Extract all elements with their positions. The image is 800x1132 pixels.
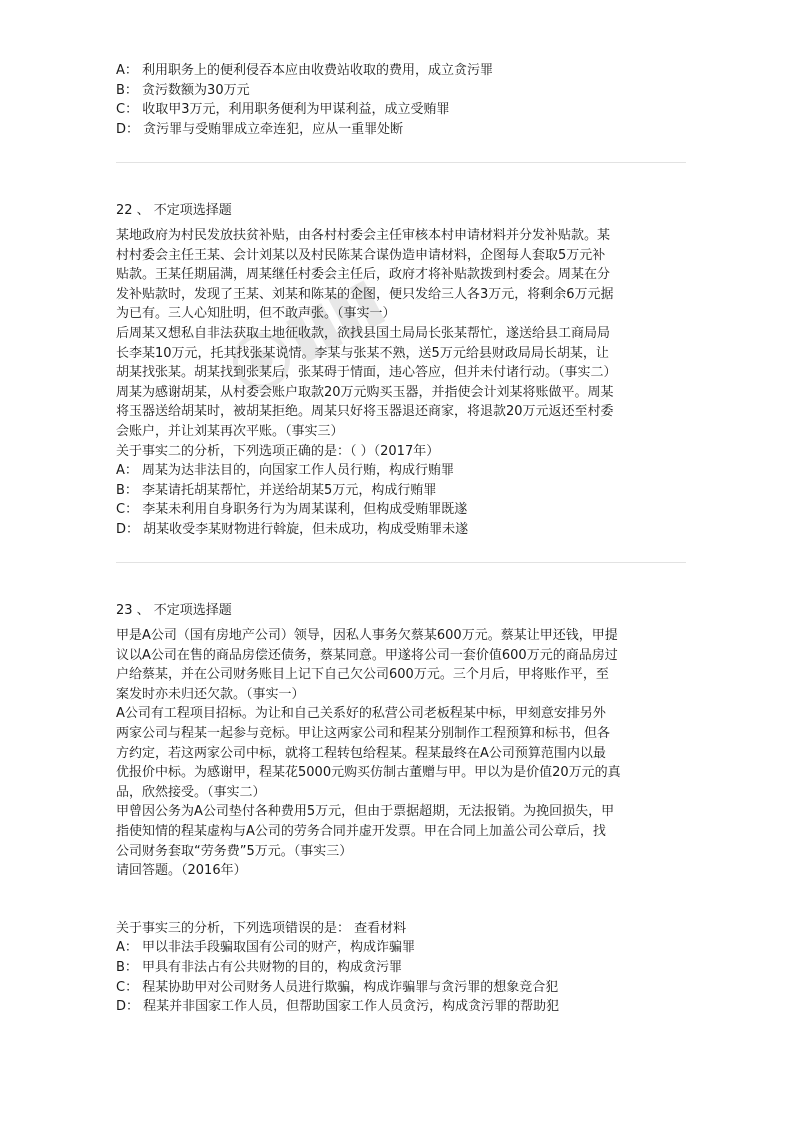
document-page <box>116 61 686 1017</box>
question-text-line: 为已有。三人心知肚明，但不敢声张。（事实一） <box>116 306 396 322</box>
option-a[interactable]: A： 周某为达非法目的，向国家工作人员行贿，构成行贿罪 <box>116 463 455 479</box>
option-b[interactable]: B： 李某请托胡某帮忙，并送给胡某5万元，构成行贿罪 <box>116 482 437 498</box>
question-text-line: 后周某又想私自非法获取土地征收款，欲找县国土局局长张某帮忙，遂送给县工商局局 <box>116 325 611 341</box>
question-text-line: 贴款。王某任期届满，周某继任村委会主任后，政府才将补贴款拨到村委会。周某在分 <box>116 267 611 283</box>
option-b: B： 贪污数额为30万元 <box>116 82 250 98</box>
question-text-line: 指使知情的程某虚构与A公司的劳务合同并虚开发票。甲在合同上加盖公司公章后，找 <box>116 824 606 839</box>
option-d[interactable]: D： 程某并非国家工作人员，但帮助国家工作人员贪污，构成贪污罪的帮助犯 <box>116 999 560 1015</box>
sub-question-prompt: 关于事实三的分析，下列选项错误的是： 查看材料 <box>116 920 407 936</box>
option-c[interactable]: C： 程某协助甲对公司财务人员进行欺骗，构成诈骗罪与贪污罪的想象竞合犯 <box>116 979 559 995</box>
question-text-line: 甲曾因公务为A公司垫付各种费用5万元，但由于票据超期，无法报销。为挽回损失，甲 <box>116 804 615 820</box>
question-text-line: 将玉器送给胡某时，被胡某拒绝。周某只好将玉器退还商家，将退款20万元返还至村委 <box>116 404 614 420</box>
question-text-line: 长李某10万元，托其找张某说情。李某与张某不熟，送5万元给县财政局局长胡某，让 <box>116 345 609 361</box>
question-text-line: 公司财务套取“劳务费”5万元。（事实三） <box>116 843 353 859</box>
option-b[interactable]: B： 甲具有非法占有公共财物的目的，构成贪污罪 <box>116 959 403 975</box>
question-text-line: 发补贴款时，发现了王某、刘某和陈某的企图，便只发给三人各3万元，将剩余6万元据 <box>116 286 614 302</box>
question-text-line: 优报价中标。为感谢甲，程某花5000元购买仿制古董赠与甲。甲以为是价值20万元的真 <box>116 765 621 781</box>
question-21-options <box>116 61 686 139</box>
question-prompt: 关于事实二的分析，下列选项正确的是：（ ）（2017年） <box>116 443 440 459</box>
option-d: D： 贪污罪与受贿罪成立牵连犯，应从一重罪处断 <box>116 121 404 137</box>
question-23 <box>116 601 686 1016</box>
question-text-line: 议以A公司在售的商品房偿还债务，蔡某同意。甲遂将公司一套价值600万元的商品房过 <box>116 647 618 663</box>
section-divider <box>116 562 686 563</box>
question-text-line: 案发时亦未归还欠款。（事实一） <box>116 686 305 702</box>
question-text-line: 某地政府为村民发放扶贫补贴，由各村村委会主任审核本村申请材料并分发补贴款。某 <box>116 227 611 243</box>
question-text-line: 村村委会主任王某、会计刘某以及村民陈某合谋伪造申请材料，企图每人套取5万元补 <box>116 247 606 263</box>
question-text-line: A公司有工程项目招标。为让和自己关系好的私营公司老板程某中标，甲刻意安排另外 <box>116 706 606 722</box>
question-text-line: 方约定，若这两家公司中标，就将工程转包给程某。程某最终在A公司预算范围内以最 <box>116 745 606 761</box>
question-text-line: 甲是A公司（国有房地产公司）领导，因私人事务欠蔡某600万元。蔡某让甲还钱，甲提 <box>116 628 618 644</box>
question-text-line: 户给蔡某，并在公司财务账目上记下自己欠公司600万元。三个月后，甲将账作平，至 <box>116 667 609 683</box>
option-c[interactable]: C： 李某未利用自身职务行为为周某谋利，但构成受贿罪既遂 <box>116 502 468 518</box>
question-heading: 22 、 不定项选择题 <box>116 203 232 219</box>
question-heading: 23 、 不定项选择题 <box>116 603 232 619</box>
question-text-line: 会账户，并让刘某再次平账。（事实三） <box>116 423 344 439</box>
question-text-line: 两家公司与程某一起参与竞标。甲让这两家公司和程某分别制作工程预算和标书，但各 <box>116 726 611 742</box>
question-text-line: 胡某找张某。胡某找到张某后，张某碍于情面，违心答应，但并未付诸行动。（事实二） <box>116 365 617 381</box>
option-c: C： 收取甲3万元，利用职务便利为甲谋利益，成立受贿罪 <box>116 102 450 118</box>
question-22 <box>116 201 686 539</box>
question-text-line: 品，欣然接受。（事实二） <box>116 784 266 800</box>
question-text-line: 请回答题。（2016年） <box>116 863 247 879</box>
option-d[interactable]: D： 胡某收受李某财物进行斡旋，但未成功，构成受贿罪未遂 <box>116 521 469 537</box>
section-divider <box>116 162 686 163</box>
question-text-line: 周某为感谢胡某，从村委会账户取款20万元购买玉器，并指使会计刘某将账做平。周某 <box>116 384 614 400</box>
option-a[interactable]: A： 甲以非法手段骗取国有公司的财产，构成诈骗罪 <box>116 940 416 956</box>
option-a: A： 利用职务上的便利侵吞本应由收费站收取的费用，成立贪污罪 <box>116 63 494 78</box>
